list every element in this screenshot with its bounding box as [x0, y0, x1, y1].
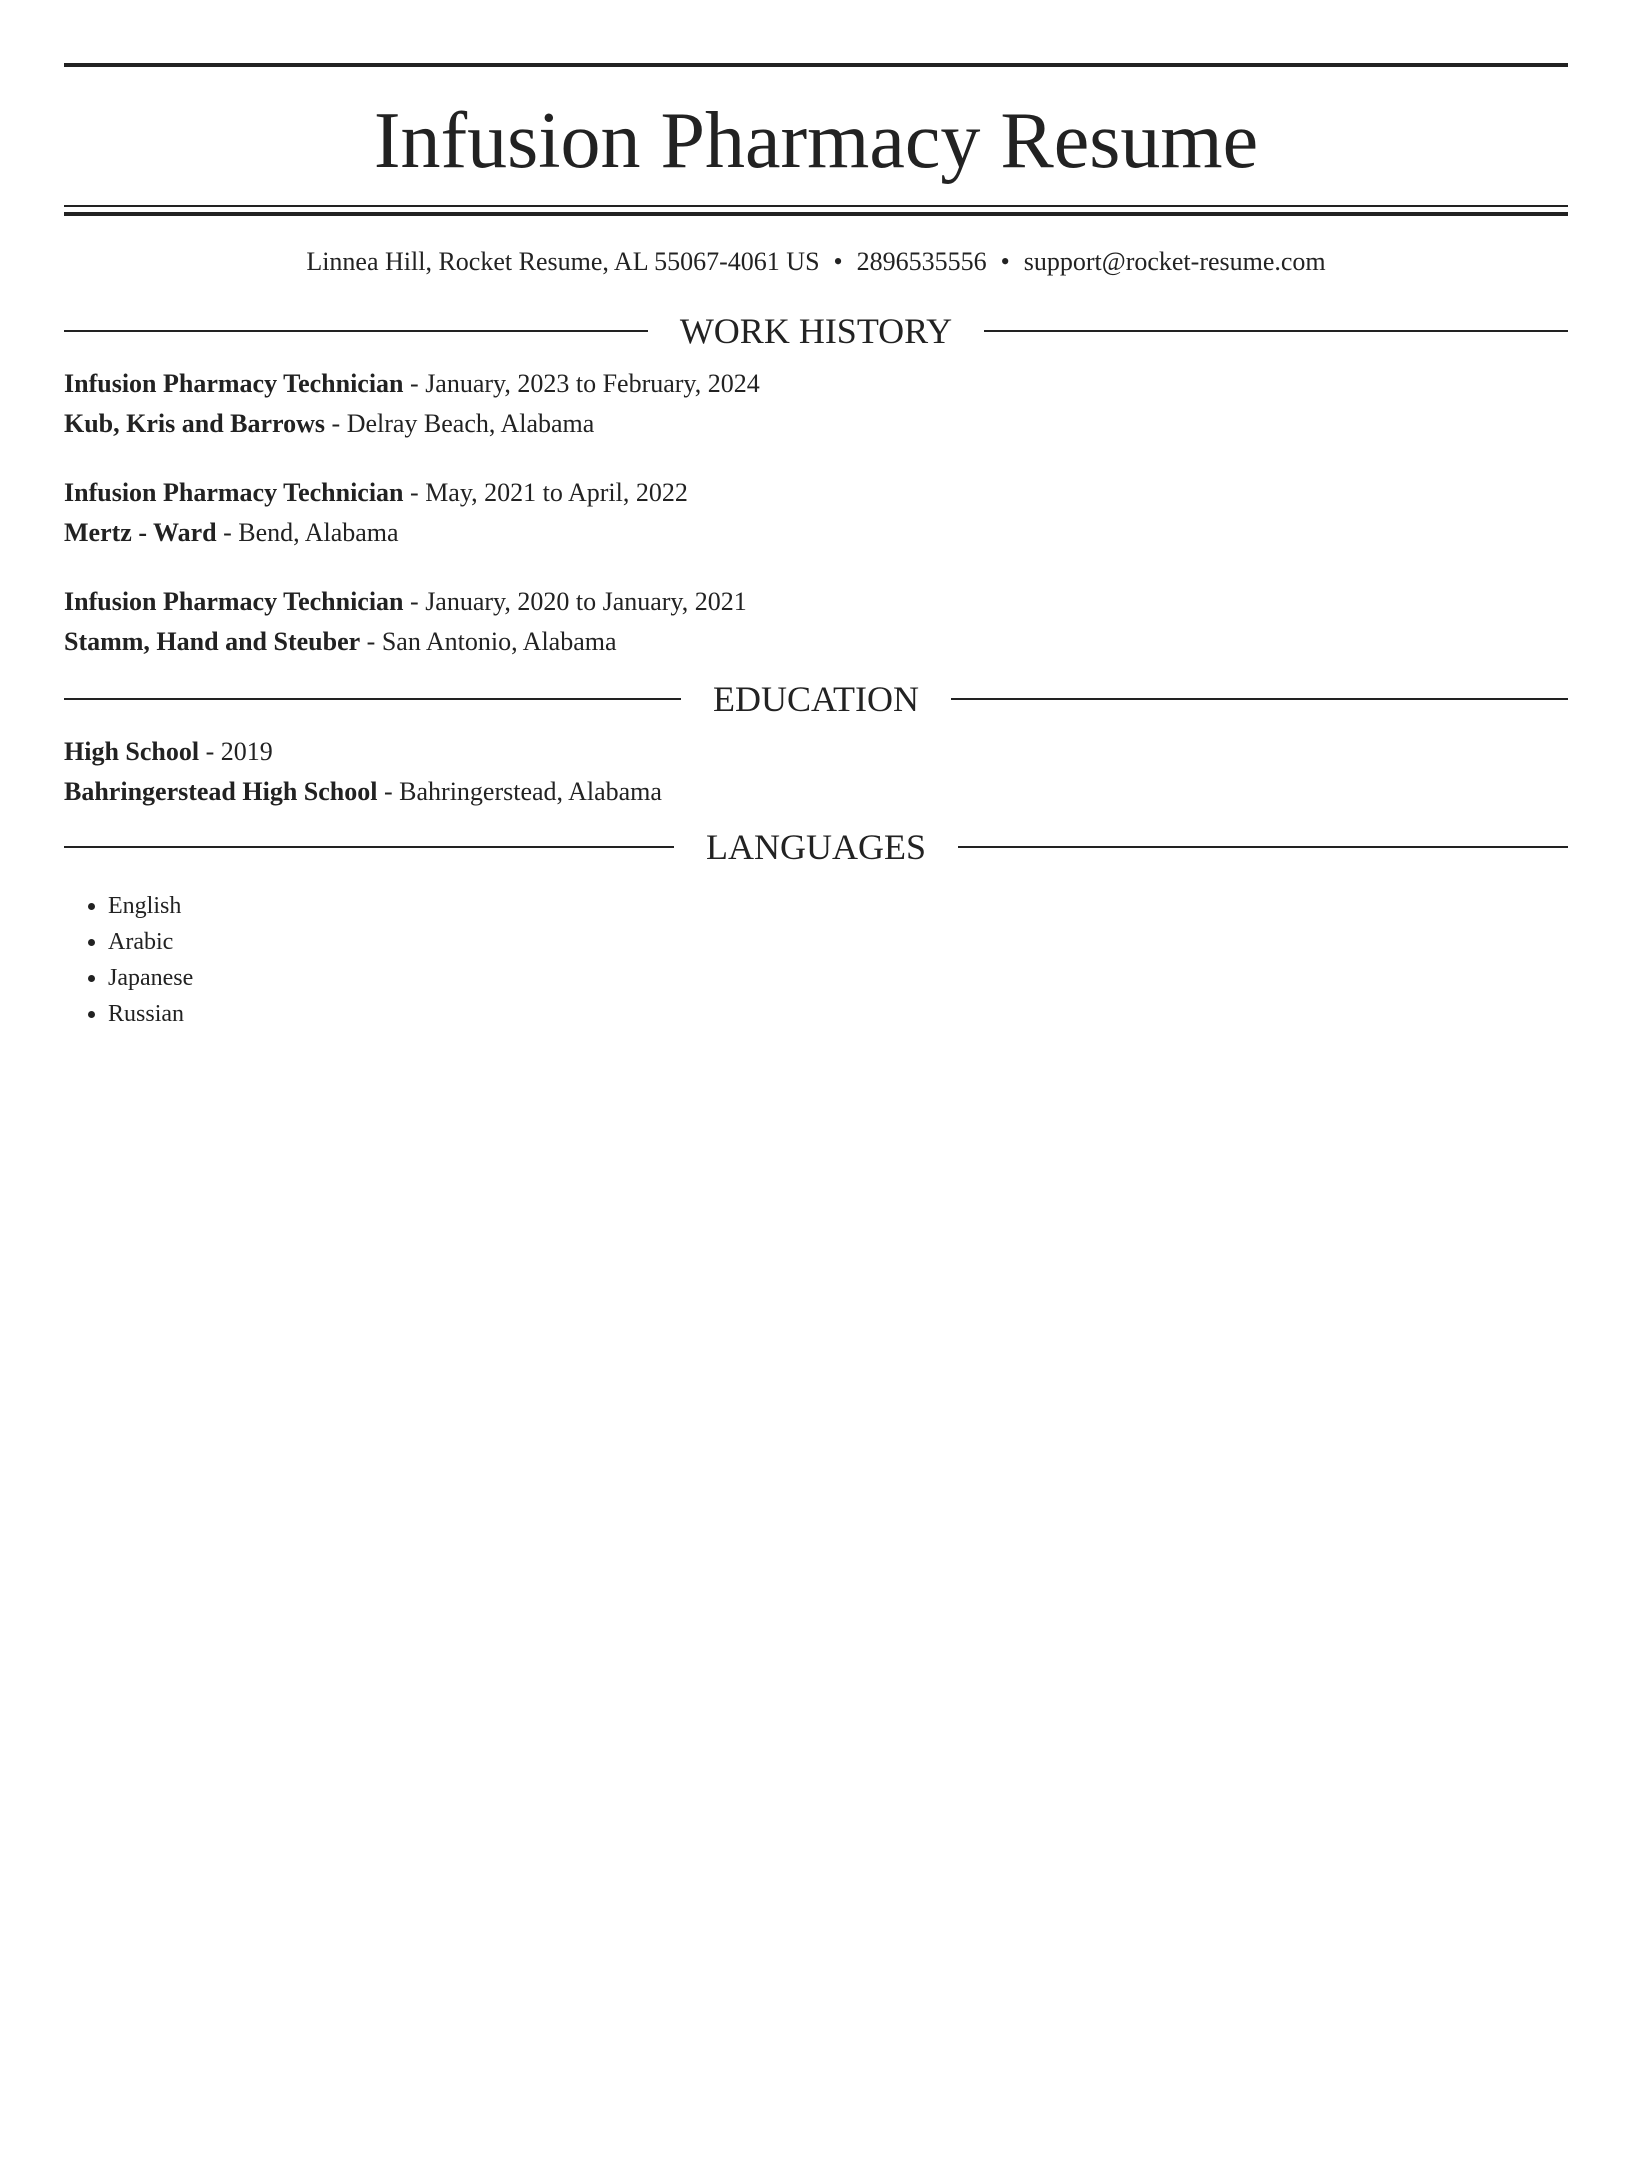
heading-rule-left: [64, 330, 648, 332]
heading-rule-left: [64, 698, 681, 700]
heading-rule-right: [984, 330, 1568, 332]
top-rule: [64, 63, 1568, 67]
heading-rule-right: [958, 846, 1568, 848]
job-company: Mertz - Ward: [64, 518, 217, 547]
page-title: Infusion Pharmacy Resume: [373, 97, 1259, 185]
education-heading: [64, 674, 1568, 724]
contact-phone: 2896535556: [856, 247, 987, 276]
education-location: Bahringerstead, Alabama: [399, 777, 662, 806]
heading-rule-right: [951, 698, 1568, 700]
job-entry: [64, 364, 1568, 444]
education-school-row: [64, 772, 1568, 812]
contact-separator: •: [833, 247, 843, 276]
job-dates: January, 2023 to February, 2024: [425, 369, 760, 398]
job-title-row: [64, 473, 1568, 513]
dash: -: [216, 518, 239, 547]
job-company: Stamm, Hand and Steuber: [64, 627, 361, 656]
work-history-heading: [64, 306, 1568, 356]
language-item: • Japanese: [108, 960, 1568, 996]
job-company: Kub, Kris and Barrows: [64, 409, 326, 438]
education-degree: High School: [64, 737, 200, 766]
job-entry: [64, 582, 1568, 662]
dash: -: [377, 777, 400, 806]
contact-email: support@rocket-resume.com: [1023, 247, 1326, 276]
job-company-row: [64, 622, 1568, 662]
education-school: Bahringerstead High School: [64, 777, 378, 806]
work-history-label: WORK HISTORY: [679, 311, 953, 351]
dash: -: [403, 369, 426, 398]
languages-heading: [64, 822, 1568, 872]
job-company-row: [64, 513, 1568, 553]
contact-address: Linnea Hill, Rocket Resume, AL 55067-4061 US: [306, 247, 820, 276]
job-title-row: [64, 364, 1568, 404]
dash: -: [360, 627, 382, 656]
job-title: Infusion Pharmacy Technician: [64, 369, 404, 398]
job-location: Delray Beach, Alabama: [346, 409, 595, 438]
title-double-rule: [64, 205, 1568, 207]
job-title: Infusion Pharmacy Technician: [64, 587, 404, 616]
language-item: • English: [108, 888, 1568, 924]
job-location: Bend, Alabama: [238, 518, 399, 547]
dash: -: [403, 478, 426, 507]
education-label: EDUCATION: [713, 679, 919, 719]
job-title: Infusion Pharmacy Technician: [64, 478, 404, 507]
dash: -: [403, 587, 426, 616]
dash: -: [199, 737, 221, 766]
contact-line: [64, 242, 1568, 282]
job-dates: May, 2021 to April, 2022: [425, 478, 688, 507]
contact-separator: •: [1000, 247, 1010, 276]
job-entry: [64, 473, 1568, 553]
education-entry: [64, 732, 1568, 812]
education-degree-row: [64, 732, 1568, 772]
job-company-row: [64, 404, 1568, 444]
job-location: San Antonio, Alabama: [381, 627, 617, 656]
education-year: 2019: [220, 737, 273, 766]
languages-list: [64, 888, 1568, 1032]
job-dates: January, 2020 to January, 2021: [425, 587, 747, 616]
languages-label: LANGUAGES: [706, 827, 926, 867]
heading-rule-left: [64, 846, 674, 848]
language-item: • Russian: [108, 996, 1568, 1032]
resume-page: [0, 63, 1632, 2175]
job-title-row: [64, 582, 1568, 622]
dash: -: [325, 409, 347, 438]
language-item: • Arabic: [108, 924, 1568, 960]
